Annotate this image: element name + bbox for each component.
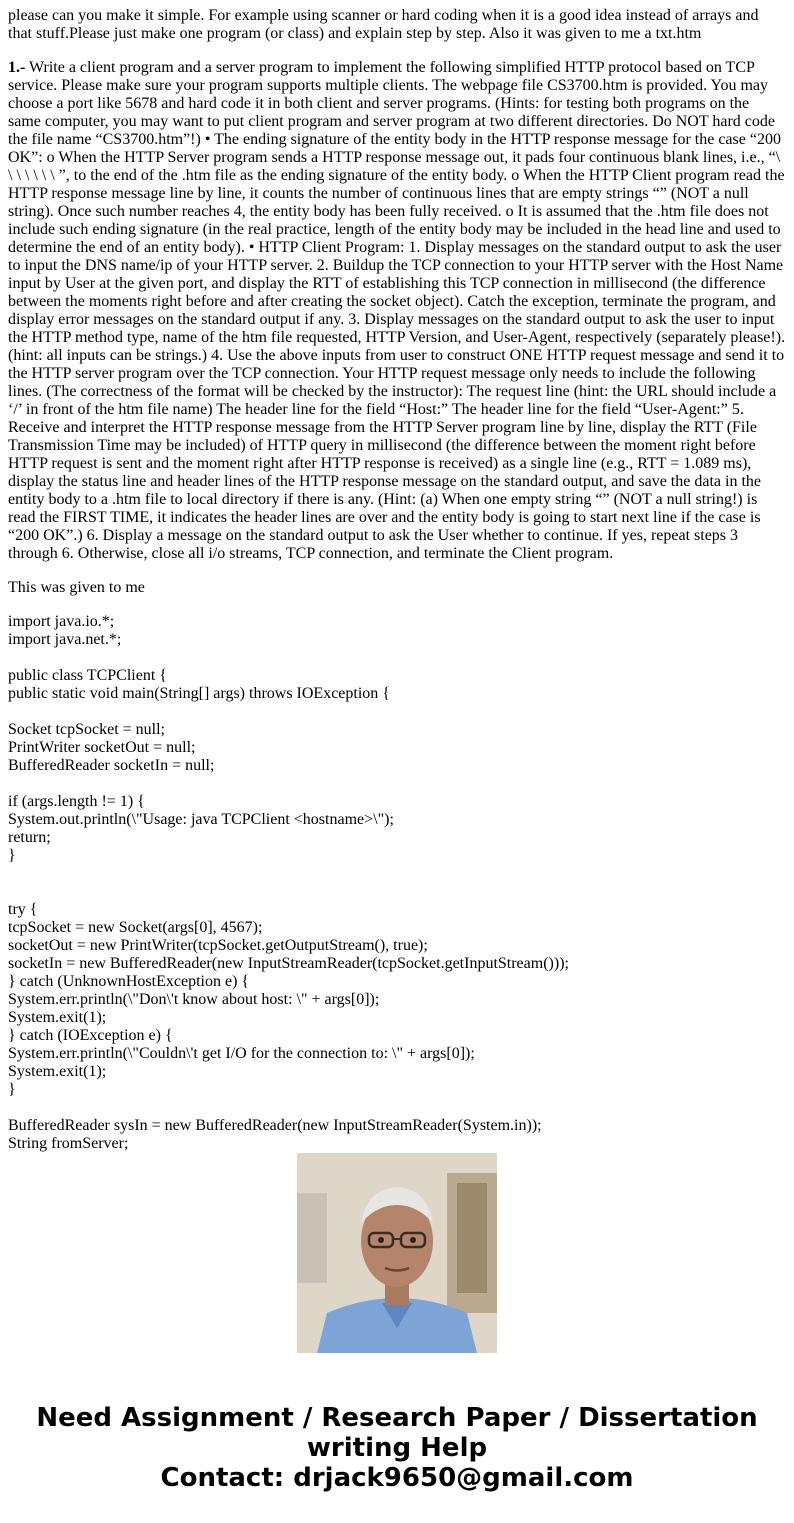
code-line: System.exit(1); [8, 1063, 107, 1080]
code-line: } catch (IOException e) { [8, 1027, 173, 1044]
code-gap [8, 1099, 786, 1117]
code-line: try { [8, 901, 38, 918]
code-line: String fromServer; [8, 1135, 129, 1152]
task-paragraph [8, 59, 786, 563]
promo-banner [0, 1403, 794, 1493]
code-line: Socket tcpSocket = null; [8, 721, 165, 738]
code-line: import java.net.*; [8, 631, 122, 648]
code-gap [8, 775, 786, 793]
code-line: tcpSocket = new Socket(args[0], 4567); [8, 919, 263, 936]
author-avatar [297, 1153, 497, 1353]
code-line: socketIn = new BufferedReader(new InputStreamReader(tcpSocket.getInputStream())); [8, 955, 569, 972]
code-line: public static void main(String[] args) throws IOException { [8, 685, 390, 702]
question-intro: please can you make it simple. For example using scanner or hard coding when it is a good idea instead of arrays and that stuff.Please just make one program (or class) and explain step by step. Also it was given to me a txt.htm [8, 7, 759, 42]
code-gap [8, 703, 786, 721]
code-line: if (args.length != 1) { [8, 793, 145, 810]
code-gap [8, 649, 786, 667]
code-line: } catch (UnknownHostException e) { [8, 973, 250, 990]
given-label: This was given to me [8, 579, 145, 596]
code-line: socketOut = new PrintWriter(tcpSocket.getOutputStream(), true); [8, 937, 428, 954]
code-line: PrintWriter socketOut = null; [8, 739, 196, 756]
task-text: Write a client program and a server program to implement the following simplified HTTP protocol based on TCP service. Please make sure your program supports multiple clients. The webpage file CS3700.htm is provided. You may choose a port like 5678 and hard code it in both client and server programs. (Hints: for testing both programs on the same computer, you may want to put client program and server program at two different directories. Do NOT hard code the file name “CS3700.htm”!) • The ending signature of the entity body in the HTTP response message for the case “200 OK”: o When the HTTP Server program sends a HTTP response message out, it pads four continuous blank lines, i.e., “\ \ \ \ \ \ \ ”, to the end of the .htm file as the ending signature of the entity body. o When the HTTP Client program read the HTTP response message line by line, it counts the number of continuous lines that are empty strings “” (NOT a null string). Once such number reaches 4, the entity body has been fully received. o It is assumed that the .htm file does not include such ending signature (in the real practice, length of the entity body may be included in the head line and used to determine the end of an entity body). • HTTP Client Program: 1. Display messages on the standard output to ask the user to input the DNS name/ip of your HTTP server. 2. Buildup the TCP connection to your HTTP server with the Host Name input by User at the given port, and display the RTT of establishing this TCP connection in millisecond (the difference between the moments right before and after creating the socket object). Catch the exception, terminate the program, and display error messages on the standard output if any. 3. Display messages on the standard output to ask the user to input the HTTP method type, name of the htm file requested, HTTP Version, and User-Agent, respectively (separately please!). (hint: all inputs can be strings.) 4. Use the above inputs from user to construct ONE HTTP request message and send it to the HTTP server program over the TCP connection. Your HTTP request message only needs to include the following lines. (The correctness of the format will be checked by the instructor): The request line (hint: the URL should include a ‘/’ in front of the htm file name) The header line for the field “Host:” The header line for the field “User-Agent:” 5. Receive and interpret the HTTP response message from the HTTP Server program line by line, display the RTT (File Transmission Time may be included) of HTTP query in millisecond (the difference between the moment right before HTTP request is sent and the moment right after HTTP response is received) as a single line (e.g., RTT = 1.089 ms), display the status line and header lines of the HTTP response message on the standard output, and save the data in the entity body to a .htm file to local directory if there is any. (Hint: (a) When one empty string “” (NOT a null string!) is read the FIRST TIME, it indicates the header lines are over and the entity body is going to start next line if the case is “200 OK”.) 6. Display a message on the standard output to ask the User whether to continue. If yes, repeat steps 3 through 6. Otherwise, close all i/o streams, TCP connection, and terminate the Client program. [8, 59, 786, 562]
code-line: System.exit(1); [8, 1009, 107, 1026]
code-listing [8, 613, 786, 1153]
code-line [8, 883, 786, 901]
code-line: return; [8, 829, 51, 846]
code-line: System.err.println(\"Don\'t know about host: \" + args[0]); [8, 991, 380, 1008]
author-portrait-image [297, 1153, 497, 1353]
code-line: } [8, 1081, 16, 1098]
task-number: 1.- [8, 59, 26, 76]
question-content [8, 7, 786, 1152]
code-line: BufferedReader sysIn = new BufferedReader(new InputStreamReader(System.in)); [8, 1117, 542, 1134]
code-line: } [8, 847, 16, 864]
code-line: import java.io.*; [8, 613, 115, 630]
code-gap [8, 865, 786, 883]
code-line: BufferedReader socketIn = null; [8, 757, 215, 774]
code-line: System.err.println(\"Couldn\'t get I/O for the connection to: \" + args[0]); [8, 1045, 475, 1062]
code-line: System.out.println(\"Usage: java TCPClient <hostname>\"); [8, 811, 394, 828]
promo-line-1: Need Assignment / Research Paper / Dissertation [36, 1403, 758, 1433]
code-line: public class TCPClient { [8, 667, 167, 684]
promo-contact: Contact: drjack9650@gmail.com [160, 1463, 634, 1493]
promo-line-2: writing Help [306, 1433, 488, 1463]
